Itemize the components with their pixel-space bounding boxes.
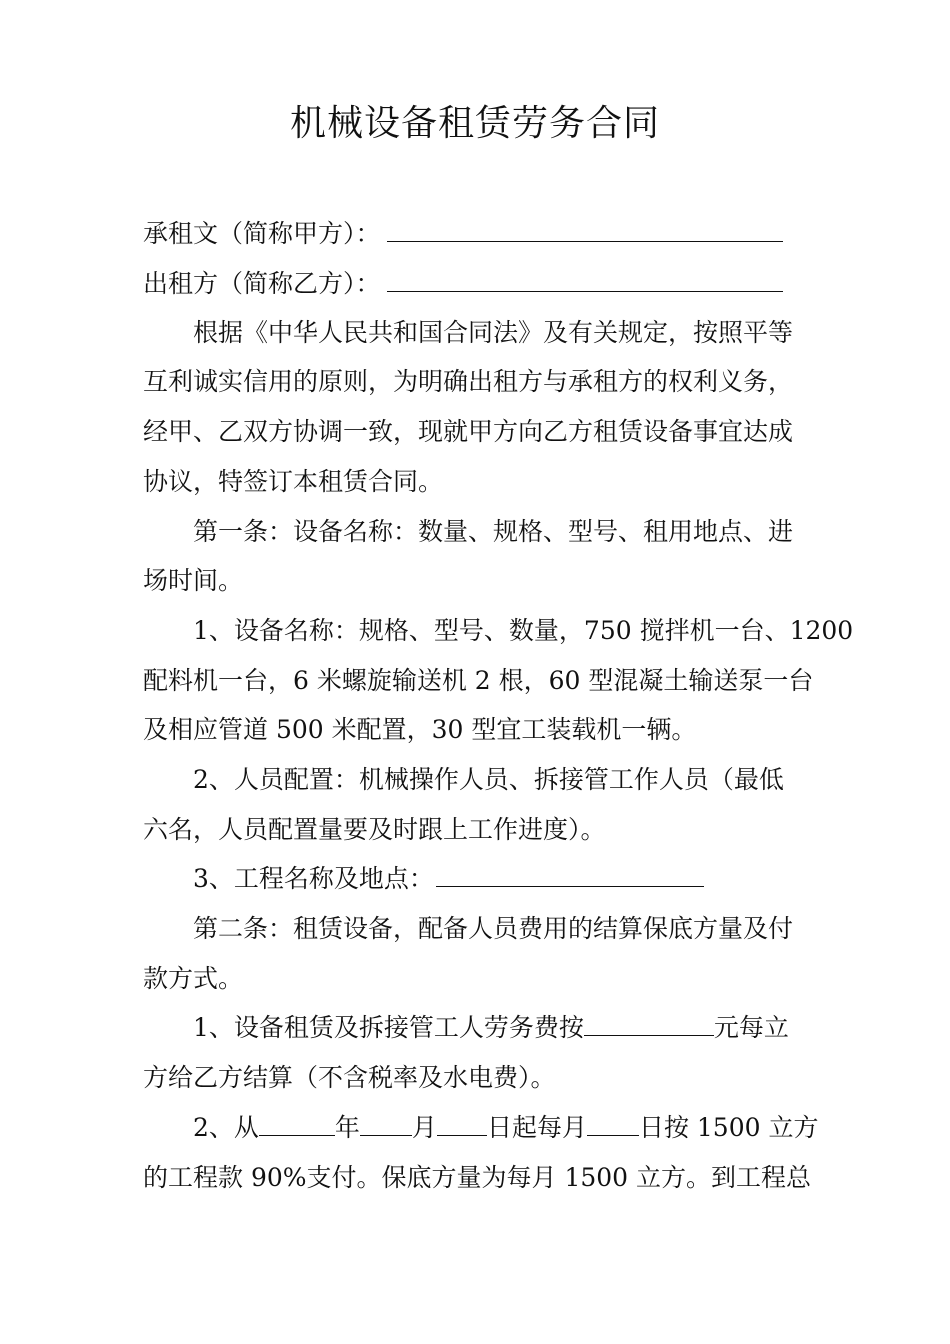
year-label: 年 (334, 1113, 360, 1142)
year-blank (259, 1109, 335, 1136)
para1-line-3: 经甲、乙双方协调一致，现就甲方向乙方租赁设备事宜达成 (143, 417, 794, 446)
monthly-day-blank (587, 1109, 639, 1136)
day-blank (437, 1109, 487, 1136)
para1-line-4: 协议，特签订本租赁合同。 (143, 467, 444, 496)
article2-line-1: 第二条：租赁设备，配备人员费用的结算保底方量及付 (193, 914, 794, 943)
article2-line-2: 款方式。 (143, 964, 244, 993)
lessee-blank (387, 215, 783, 242)
item2-1-prefix: 1、设备租赁及拆接管工人劳务费按 (193, 1013, 584, 1042)
month-blank (360, 1109, 412, 1136)
rate-blank (584, 1009, 714, 1036)
project-name-blank (436, 860, 704, 887)
item2-2-prefix: 2、从 (193, 1113, 259, 1142)
item1-2-line-2: 六名，人员配置量要及时跟上工作进度）。 (143, 815, 606, 844)
item2-2-line-2: 的工程款 90%支付。保底方量为每月 1500 立方。到工程总 (143, 1163, 812, 1192)
item1-3-line (193, 859, 704, 899)
lessor-blank (387, 265, 783, 292)
lessor-line (143, 264, 783, 304)
item1-1-line-1: 1、设备名称：规格、型号、数量，750 搅拌机一台、1200 (193, 616, 854, 645)
month-label: 月 (411, 1113, 437, 1142)
para1-line-1: 根据《中华人民共和国合同法》及有关规定，按照平等 (193, 318, 794, 347)
item2-1-line-2: 方给乙方结算（不含税率及水电费）。 (143, 1063, 556, 1092)
item2-1-suffix: 元每立 (713, 1013, 789, 1042)
item1-2-line-1: 2、人员配置：机械操作人员、拆接管工作人员（最低 (193, 765, 784, 794)
article1-line-1: 第一条：设备名称：数量、规格、型号、租用地点、进 (193, 517, 794, 546)
item2-2-suffix: 日按 1500 立方 (638, 1113, 819, 1142)
lessee-label: 承租文（简称甲方）： (143, 219, 381, 248)
lessor-label: 出租方（简称乙方）： (143, 269, 381, 298)
para1-line-2: 互利诚实信用的原则，为明确出租方与承租方的权利义务， (143, 367, 794, 396)
article1-line-2: 场时间。 (143, 566, 244, 595)
item2-1-line-1 (193, 1008, 789, 1048)
lessee-line (143, 214, 783, 254)
item1-1-line-2: 配料机一台，6 米螺旋输送机 2 根，60 型混凝土输送泵一台 (143, 666, 814, 695)
document-title: 机械设备租赁劳务合同 (289, 103, 660, 144)
item2-2-line-1 (193, 1108, 818, 1148)
day-label: 日起每月 (486, 1113, 587, 1142)
project-name-label: 3、工程名称及地点： (193, 864, 434, 893)
item1-1-line-3: 及相应管道 500 米配置，30 型宜工装载机一辆。 (143, 715, 697, 744)
